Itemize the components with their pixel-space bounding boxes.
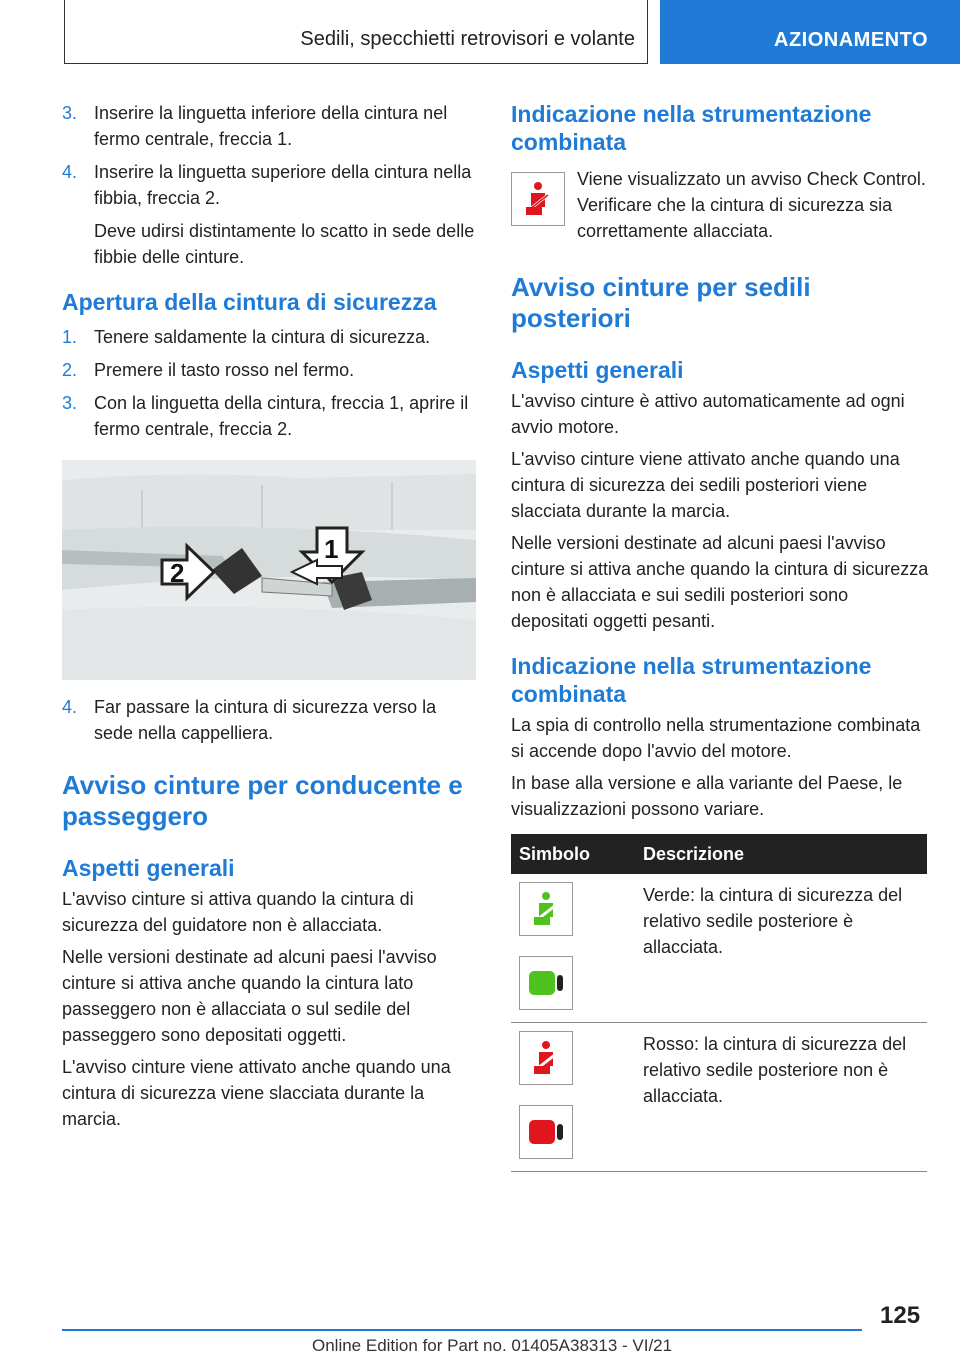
symbol-cell — [511, 1023, 635, 1172]
left-column — [62, 100, 480, 1138]
step-text: Inserire la linguetta superiore della cintura nella fibbia, freccia 2. — [94, 162, 472, 208]
step-number: 4. — [62, 162, 78, 182]
check-control-block — [511, 166, 929, 250]
column-header: Simbolo — [511, 834, 635, 874]
header-section-title: Sedili, specchietti retrovisori e volante — [300, 28, 635, 50]
footer-divider — [62, 1329, 862, 1331]
seatbelt-illustration — [62, 460, 476, 680]
step-number: 3. — [62, 103, 78, 123]
edition-info: Online Edition for Part no. 01405A38313 - VI/21 — [312, 1336, 673, 1355]
step-item — [62, 390, 480, 442]
table-row — [511, 1023, 927, 1172]
right-column — [511, 100, 929, 1172]
table-row — [511, 874, 927, 1023]
heading-aspetti-generali: Aspetti generali — [511, 357, 684, 383]
heading-indicazione-2: Indicazione nella strumentazione combinata — [511, 653, 872, 707]
step-number: 4. — [62, 697, 78, 717]
step-note: Deve udirsi distintamente lo scatto in sede delle fibbie delle cinture. — [94, 221, 475, 267]
seatbelt-red-icon — [519, 1031, 573, 1085]
paragraph: Nelle versioni destinate ad alcuni paesi l'avviso cinture si attiva anche quando la cintura lato passeggero non è allacciata o sul sedile del passeggero sono depositati oggetti. — [62, 947, 437, 1045]
paragraph: L'avviso cinture viene attivato anche quando una cintura di sicurezza viene slacciata durante la marcia. — [62, 1057, 451, 1129]
symbol-table — [511, 834, 927, 1172]
heading-aspetti-generali: Aspetti generali — [62, 855, 235, 881]
description-cell: Rosso: la cintura di sicurezza del relativo sedile posteriore non è allacciata. — [635, 1023, 927, 1172]
step-text: Tenere saldamente la cintura di sicurezza. — [94, 327, 431, 347]
column-header: Descrizione — [635, 834, 927, 874]
heading-apertura: Apertura della cintura di sicurezza — [62, 289, 437, 315]
step-item — [62, 324, 480, 350]
step-item — [62, 357, 480, 383]
step-item — [62, 694, 480, 746]
step-number: 3. — [62, 393, 78, 413]
step-text: Con la linguetta della cintura, freccia 1, aprire il fermo centrale, freccia 2. — [94, 393, 469, 439]
paragraph: La spia di controllo nella strumentazione combinata si accende dopo l'avvio del motore. — [511, 715, 921, 761]
step-text: Far passare la cintura di sicurezza verso la sede nella cappelliera. — [94, 697, 437, 743]
step-number: 1. — [62, 327, 78, 347]
step-text: Inserire la linguetta inferiore della cintura nel fermo centrale, freccia 1. — [94, 103, 448, 149]
seat-occupied-red-icon — [519, 1105, 573, 1159]
heading-indicazione-1: Indicazione nella strumentazione combinata — [511, 101, 872, 155]
seatbelt-buckle-figure — [62, 460, 476, 680]
figure-label-2: 2 — [170, 558, 185, 588]
heading-avviso-posteriori: Avviso cinture per sedili posteriori — [511, 272, 811, 333]
header-section-box — [64, 0, 648, 64]
header-chapter-tab[interactable] — [660, 0, 960, 64]
paragraph: L'avviso cinture è attivo automaticamente ad ogni avvio motore. — [511, 391, 905, 437]
seatbelt-green-icon — [519, 882, 573, 936]
step-item — [62, 100, 480, 152]
step-text: Premere il tasto rosso nel fermo. — [94, 360, 355, 380]
seat-occupied-green-icon — [519, 956, 573, 1010]
paragraph: L'avviso cinture viene attivato anche quando una cintura di sicurezza dei sedili posteriori viene slacciata durante la marcia. — [511, 449, 900, 521]
step-item — [62, 159, 480, 270]
page-number: 125 — [880, 1302, 921, 1329]
figure-label-1: 1 — [324, 534, 339, 564]
step-number: 2. — [62, 360, 78, 380]
paragraph: Nelle versioni destinate ad alcuni paesi l'avviso cinture si attiva anche quando la cintura di sicurezza non è allacciata e sui sedili posteriori sono depositati oggetti pesanti. — [511, 533, 929, 631]
heading-avviso-conducente: Avviso cinture per conducente e passeggero — [62, 770, 463, 831]
paragraph: In base alla versione e alla variante del Paese, le visualizzazioni possono variare. — [511, 773, 903, 819]
symbol-cell — [511, 874, 635, 1023]
description-cell: Verde: la cintura di sicurezza del relativo sedile posteriore è allacciata. — [635, 874, 927, 1023]
paragraph: L'avviso cinture si attiva quando la cintura di sicurezza del guidatore non è allacciata. — [62, 889, 414, 935]
seatbelt-warning-icon — [511, 172, 565, 226]
check-control-text: Viene visualizzato un avviso Check Control. Verificare che la cintura di sicurezza sia correttamente allacciata. — [577, 169, 926, 241]
header-chapter-title: AZIONAMENTO — [774, 29, 929, 51]
